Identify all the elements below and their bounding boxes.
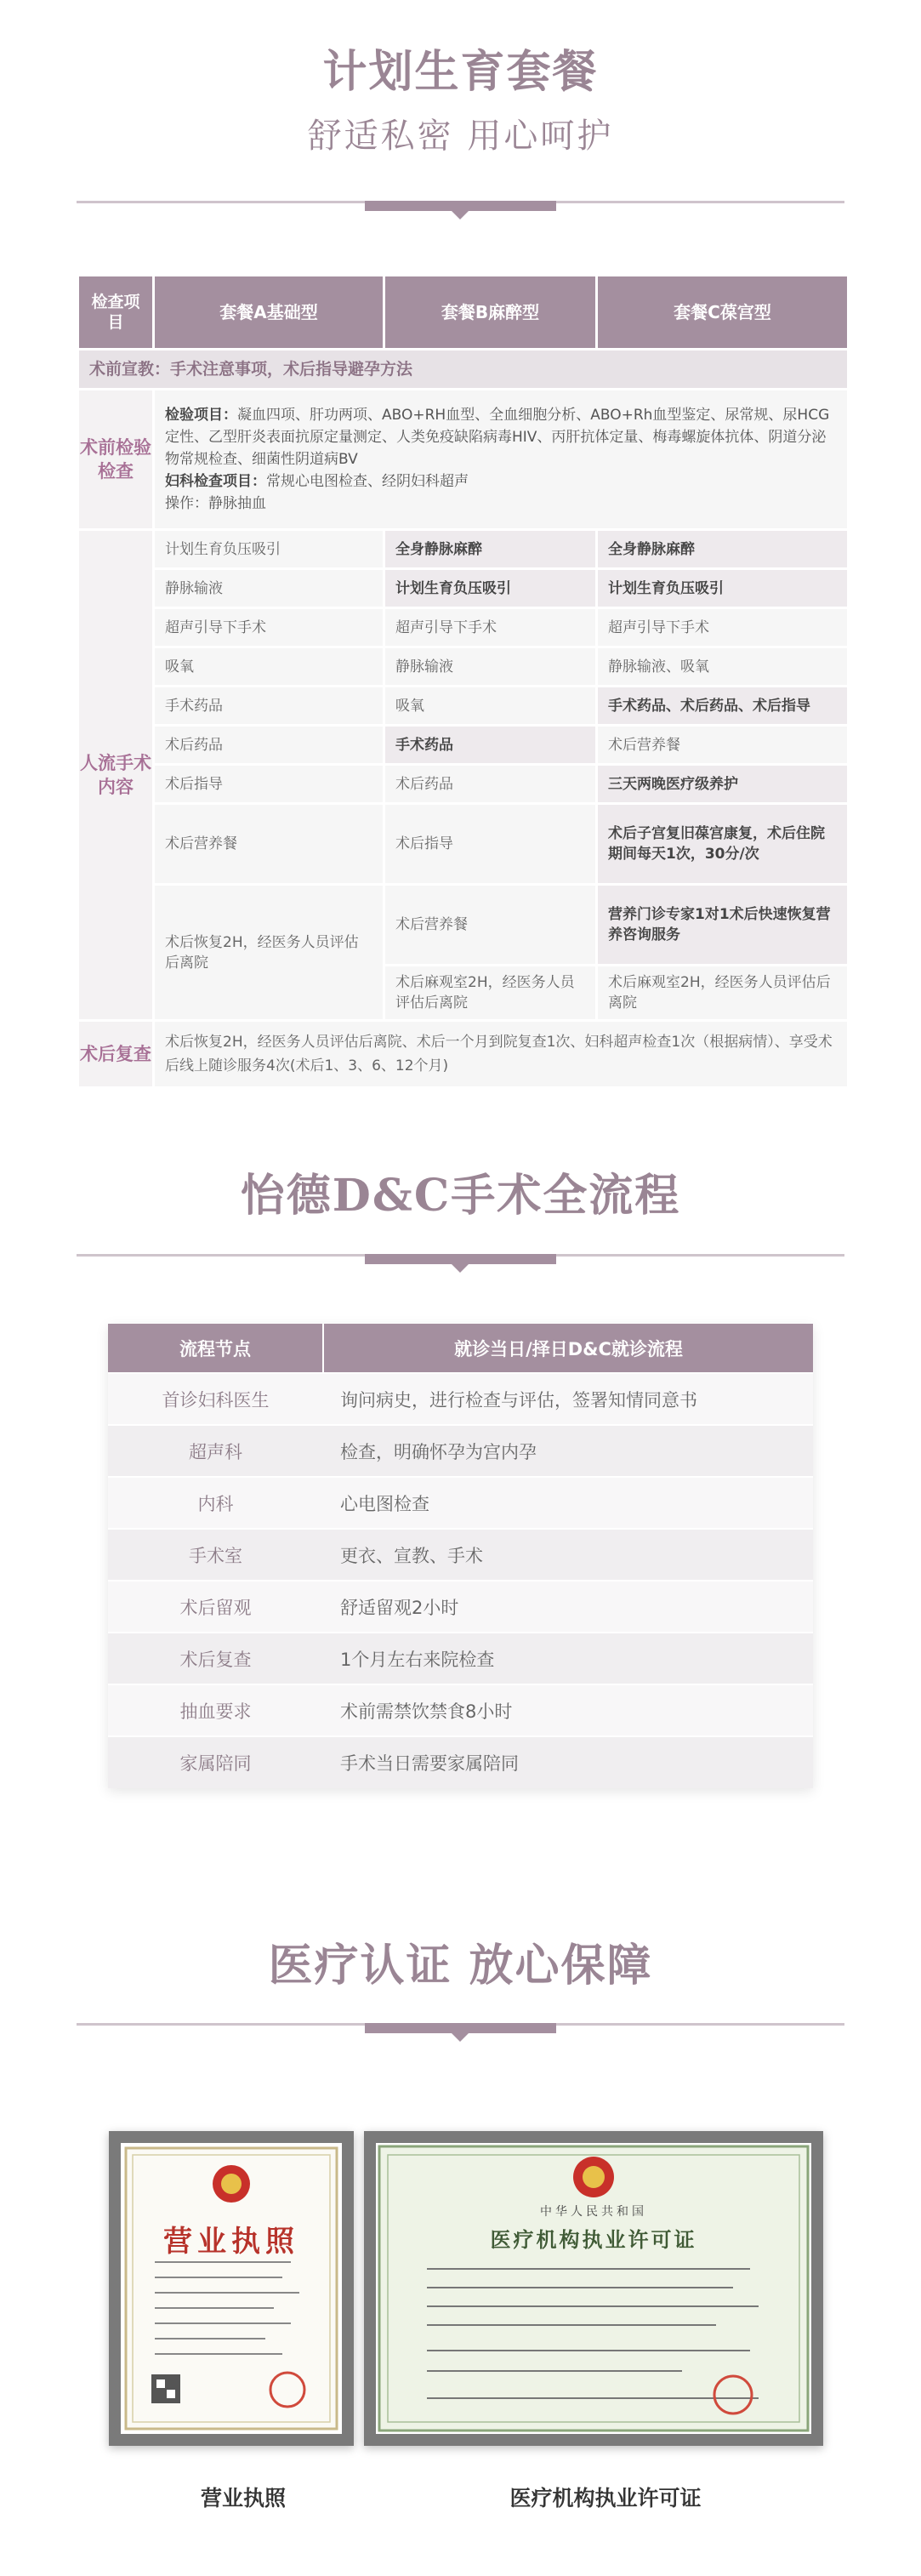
flow-desc: 检查，明确怀孕为宫内孕 xyxy=(323,1425,813,1477)
medical-license-caption: 医疗机构执业许可证 xyxy=(509,2486,702,2510)
care-c-cell: 营养门诊专家1对1术后快速恢复营养咨询服务 xyxy=(598,886,847,964)
care-c-cell: 全身静脉麻醉 xyxy=(598,531,847,567)
section1-divider-tab xyxy=(365,201,556,211)
care-b-cell: 术后药品 xyxy=(385,766,595,802)
flow-desc: 术前需禁饮禁食8小时 xyxy=(323,1684,813,1736)
section1-title: 计划生育套餐 xyxy=(322,46,599,98)
preop-exam-row xyxy=(79,390,847,528)
flow-desc: 更衣、宣教、手术 xyxy=(323,1529,813,1581)
flow-node: 抽血要求 xyxy=(108,1684,323,1736)
care-a-cell: 计划生育负压吸引 xyxy=(155,531,383,567)
flow-row xyxy=(108,1425,813,1477)
chevron-down-icon xyxy=(452,2033,469,2042)
flow-desc: 询问病史，进行检查与评估，签署知情同意书 xyxy=(323,1373,813,1425)
flow-node: 手术室 xyxy=(108,1529,323,1581)
care-b-cell: 术后营养餐 xyxy=(385,886,595,964)
header-exam-items: 检查项目 xyxy=(79,276,152,348)
care-b-cell: 全身静脉麻醉 xyxy=(385,531,595,567)
qr-code-icon xyxy=(151,2374,180,2403)
care-c-cell: 术后麻观室2H，经医务人员评估后离院 xyxy=(598,966,847,1019)
care-c-cell: 超声引导下手术 xyxy=(598,609,847,646)
gyn-items-text: 常规心电图检查、经阴妇科超声 xyxy=(266,473,469,490)
care-b-cell: 手术药品 xyxy=(385,727,595,763)
medical-license-header: 中华人民共和国 xyxy=(540,2205,647,2219)
flow-row xyxy=(108,1581,813,1633)
care-c-cell: 术后子宫复旧葆宫康复，术后住院期间每天1次，30分/次 xyxy=(598,805,847,883)
care-b-cell: 吸氧 xyxy=(385,687,595,724)
followup-row xyxy=(79,1022,847,1086)
flow-node: 首诊妇科医生 xyxy=(108,1373,323,1425)
lab-items-title: 检验项目： xyxy=(165,407,237,424)
package-table-header xyxy=(79,276,847,348)
preop-exam-label: 术前检验检查 xyxy=(79,390,152,528)
header-flow-node: 流程节点 xyxy=(108,1324,323,1373)
care-b-cell: 术后麻观室2H，经医务人员评估后离院 xyxy=(385,966,595,1019)
flow-row xyxy=(108,1373,813,1425)
care-a-cell: 术后药品 xyxy=(155,727,383,763)
flow-table-header xyxy=(108,1324,813,1373)
flow-desc: 舒适留观2小时 xyxy=(323,1581,813,1633)
section1-subtitle: 舒适私密 用心呵护 xyxy=(307,117,614,156)
care-row xyxy=(79,805,847,883)
flow-row xyxy=(108,1736,813,1788)
section3-title: 医疗认证 放心保障 xyxy=(268,1940,653,1992)
business-license-image xyxy=(109,2131,354,2446)
care-c-cell: 手术药品、术后药品、术后指导 xyxy=(598,687,847,724)
care-b-cell: 术后指导 xyxy=(385,805,595,883)
care-a-cell: 手术药品 xyxy=(155,687,383,724)
chevron-down-icon xyxy=(452,211,469,219)
section2-title: 怡德D&C手术全流程 xyxy=(240,1170,681,1222)
section3-divider-tab xyxy=(365,2023,556,2033)
flow-desc: 心电图检查 xyxy=(323,1477,813,1529)
medical-license-graphic xyxy=(376,2143,811,2434)
preop-exam-content xyxy=(155,390,847,528)
flow-row xyxy=(108,1684,813,1736)
care-a-cell: 吸氧 xyxy=(155,648,383,685)
followup-label: 术后复查 xyxy=(79,1022,152,1086)
flow-row xyxy=(108,1477,813,1529)
header-package-b: 套餐B麻醉型 xyxy=(385,276,595,348)
care-b-cell: 计划生育负压吸引 xyxy=(385,570,595,607)
care-c-cell: 计划生育负压吸引 xyxy=(598,570,847,607)
care-row xyxy=(79,727,847,763)
header-package-c: 套餐C葆宫型 xyxy=(598,276,847,348)
care-a-cell: 超声引导下手术 xyxy=(155,609,383,646)
care-row xyxy=(79,570,847,607)
care-label: 人流手术内容 xyxy=(79,531,152,1019)
care-row xyxy=(79,687,847,724)
flow-node: 内科 xyxy=(108,1477,323,1529)
flow-row xyxy=(108,1633,813,1684)
flow-desc: 手术当日需要家属陪同 xyxy=(323,1736,813,1788)
gyn-items-title: 妇科检查项目： xyxy=(165,473,266,490)
preop-education-banner: 术前宣教：手术注意事项，术后指导避孕方法 xyxy=(79,350,847,388)
care-a-cell: 术后营养餐 xyxy=(155,805,383,883)
followup-content: 术后恢复2H，经医务人员评估后离院、术后一个月到院复查1次、妇科超声检查1次（根据病情）、享受术后线上随诊服务4次(术后1、3、6、12个月) xyxy=(155,1022,847,1086)
care-c-cell: 三天两晚医疗级养护 xyxy=(598,766,847,802)
care-a-cell: 术后指导 xyxy=(155,766,383,802)
chevron-down-icon xyxy=(452,1264,469,1273)
flow-node: 术后留观 xyxy=(108,1581,323,1633)
header-package-a: 套餐A基础型 xyxy=(155,276,383,348)
lab-items-text: 凝血四项、肝功两项、ABO+RH血型、全血细胞分析、ABO+Rh血型鉴定、尿常规、尿HCG定性、乙型肝炎表面抗原定量测定、人类免疫缺陷病毒HIV、丙肝抗体定量、梅毒螺旋体抗体、阴道分泌物常规检查、细菌性阴道病BV xyxy=(165,407,830,468)
care-a-cell: 术后恢复2H，经医务人员评估后离院 xyxy=(155,886,383,1019)
flow-node: 超声科 xyxy=(108,1425,323,1477)
care-c-cell: 静脉输液、吸氧 xyxy=(598,648,847,685)
care-row xyxy=(79,886,847,964)
business-license-title: 营业执照 xyxy=(163,2225,299,2259)
business-license-graphic xyxy=(121,2143,342,2434)
care-c-cell: 术后营养餐 xyxy=(598,727,847,763)
business-license-caption: 营业执照 xyxy=(200,2486,286,2510)
flow-node: 家属陪同 xyxy=(108,1736,323,1788)
operation-text: 操作：静脉抽血 xyxy=(165,495,266,512)
flow-node: 术后复查 xyxy=(108,1633,323,1684)
flow-table xyxy=(108,1324,813,1788)
flow-row xyxy=(108,1529,813,1581)
flow-desc: 1个月左右来院检查 xyxy=(323,1633,813,1684)
medical-license-image xyxy=(364,2131,823,2446)
preop-education-row xyxy=(79,350,847,388)
medical-license-title: 医疗机构执业许可证 xyxy=(490,2227,697,2252)
package-table xyxy=(77,274,850,1089)
care-row xyxy=(79,531,847,567)
care-row xyxy=(79,648,847,685)
section2-divider-tab xyxy=(365,1254,556,1264)
care-a-cell: 静脉输液 xyxy=(155,570,383,607)
header-flow-process: 就诊当日/择日D&C就诊流程 xyxy=(323,1324,813,1373)
care-b-cell: 静脉输液 xyxy=(385,648,595,685)
care-row xyxy=(79,766,847,802)
care-row xyxy=(79,609,847,646)
care-b-cell: 超声引导下手术 xyxy=(385,609,595,646)
